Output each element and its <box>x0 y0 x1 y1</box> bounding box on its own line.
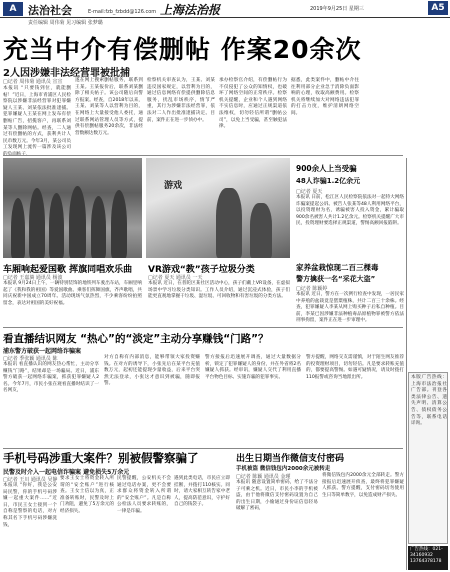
page-number: A5 <box>428 1 448 15</box>
vr-game-photo <box>146 158 290 258</box>
livestream-sub: 浦东警方破获一起网络诈骗案 <box>3 348 82 355</box>
section-logo: A <box>3 2 23 16</box>
livestream-col-4: 警方提醒，网络交友需谨慎，对于陌生网友推荐的投资理财项目，切勿轻信。凡是要求转账充值的，都要提高警惕。如遇可疑情况，请及时拨打110报警或咨询当地派出所。 <box>306 355 404 380</box>
lead-col-2: 遂在网上搜索删帖服务，联系到王某。王某报价后，联系刘某删除了相关帖子。该公司随后向警方报案。经查，自2018年以来，王某、刘某等人以营利为目的，在网络上大量接受他人委托，通过联系网站管理人员等方式，提供有偿删帖服务20余次，非法经营数额达数万元。 <box>75 78 143 136</box>
livestream-byline: □记者 季张颖 通讯员 陈 <box>3 356 58 362</box>
ad-footer: 广告热线：021-34160932 13764378178 <box>408 546 448 570</box>
paper-name: 上海法治报 <box>160 3 221 17</box>
livestream-headline: 看直播结识网友 “热心”的“淡定”主动分享赚钱“门路”？ <box>3 333 269 345</box>
lead-headline: 充当中介有偿删帖 作案20余次 <box>3 35 362 64</box>
wechat-password-col-1: 本报讯 随意设置简单密码，给了不法分子可乘之机。近日，市民小李的手机被盗，由于他将微信支付密码设置为自己的出生日期，小偷通过身份证信息轻易破解了密码， <box>236 480 318 512</box>
lead-col-5: 据悉，此类案件中，删帖中介往往利用部分企业急于消除负面影响的心理，收取高额费用。检察机关将继续加大对网络违法犯罪的打击力度，维护清朗网络空间。 <box>291 78 359 116</box>
fake-police-col-1: 本报讯 “你好，我是公安局民警，你的手机号码涉嫌一起重大案件……”近日，市民王女士接到一个自称是警察的电话，对方称其名下手机号码涉嫌洗钱， <box>3 483 57 528</box>
vr-byline: □记者 夏天 通讯员 一天 <box>148 275 203 281</box>
masthead <box>0 0 450 18</box>
fraud-title: 900余人上当受骗 <box>296 164 357 173</box>
editor-line: 责任编辑 周伟菊 见习编辑 张梦璐 <box>28 20 103 26</box>
livestream-col-3: 警方接报后迅速展开调查，通过大量数据分析，锁定了犯罪嫌疑人的身份，并在外省将2名嫌疑人抓获。经审讯，嫌疑人交代了利用直播平台物色目标、实施诈骗的犯罪事实。 <box>205 355 301 380</box>
vr-sign-text: 游戏 <box>164 181 183 191</box>
wechat-password-sub: 手机被盗 微信钱包内2000余元被转走 <box>236 466 331 472</box>
wechat-password-headline: 出生日期当作微信支付密码 <box>236 454 345 464</box>
fraud-byline: □记者 夏天 <box>296 189 323 195</box>
subway-byline: □记者 王嘉旖 通讯员 杨波 <box>3 275 63 281</box>
paper-url: E-mail:fzb_fzbdd@126.com <box>88 9 157 15</box>
ad-text: 本版广告热线：上海市法治报社广告部。刊登各类法律公告、遗失声明、清算公告、债权债务公告等，联系电话详询。 <box>411 375 447 427</box>
lead-col-3: 检察机关审查认为，王某、刘某违反国家规定，以营利为目的，通过信息网络有偿提供删除信息服务，扰乱市场秩序，情节严重，其行为涉嫌非法经营罪，依法对二人作出批准逮捕决定。目前，案件正在进一步侦办中。 <box>147 78 215 123</box>
plant-sub: 警方擒获一名“采花大盗” <box>296 275 376 283</box>
wechat-password-byline: □记者 陈颖 通讯员 金瑾 <box>236 474 291 480</box>
plant-title: 家养盆栽惊现二百三棵毒 <box>296 263 379 272</box>
subway-text: 本报讯 9月24日上午，一辆特别装饰的地铁列车驶出车站，车厢里响起了《我和我的祖国》等爱国歌曲。乘客们挥舞国旗，齐声歌唱，共同庆祝新中国成立70周年。活动现场气氛热烈，不少乘客纷纷拍照留念，表达对祖国的美好祝福。 <box>3 281 142 306</box>
subway-caption: 车厢响起爱国歌 挥旗同唱欢乐曲 <box>3 265 133 275</box>
vr-caption: VR游戏“教”孩子垃圾分类 <box>148 265 255 275</box>
section-rule-3 <box>3 448 403 449</box>
vr-text: 本报讯 近日，在普陀区某社区活动中心，孩子们戴上VR设备，在虚拟场景中学习垃圾分类知识。工作人员介绍，通过沉浸式体验，孩子们能更直观地掌握干垃圾、湿垃圾、可回收物和有害垃圾的分类方法。 <box>148 281 290 300</box>
livestream-col-2: 对方自称有内部消息，能够带领大家投资赚钱。在对方的诱导下，小张先后在某平台充值数万元，起初还能提现少量收益，后来平台突然无法登录，小张这才意识到被骗，随即报警。 <box>104 355 200 387</box>
livestream-col-1: 本报讯 看直播认识的网友热心帮忙，主动分享赚钱“门路”，结果却是一场骗局。近日，浦东警方破获一起网络诈骗案，抓获犯罪嫌疑人2名。今年7月，市民小张在观看直播时结识了一名网友， <box>3 362 99 394</box>
section-rule-2 <box>3 327 403 328</box>
section-name: 法治社会 <box>28 4 72 17</box>
fake-police-col-3: 民警提醒，公安机关不会通过电话办案，更不会要求群众将资金转入所谓的“安全账户”。凡是自称公检法人员要求转账的，一律是诈骗。 <box>117 476 171 514</box>
fake-police-byline: □记者 王川 通讯员 吴静 <box>3 477 58 483</box>
fraud-sub: 48人诈骗1.2亿余元 <box>296 177 361 185</box>
fake-police-col-2: 要求王女士将资金转入所谓的“安全账户”进行核查。王女士信以为真，正准备转账时，民警及时上门劝阻，避免了5万余元的经济损失。 <box>60 476 114 514</box>
fake-police-sub: 民警及时介入一起电信诈骗案 避免损失5万余元 <box>3 469 130 476</box>
subway-crowd-photo <box>3 158 142 258</box>
fraud-text: 本报讯 日前，松江区人民检察院依法对一起特大网络诈骗案提起公诉。被告人张某等48人利用网络平台，以投资理财为名，诱骗被害人投入资金，累计骗取900余名被害人共计1.2亿余元。检察机关提醒广大市民，投资理财要选择正规渠道，警惕高额回报陷阱。 <box>296 195 404 227</box>
plant-byline: □记者 陈颖婷 <box>296 286 328 292</box>
ad-box <box>408 372 448 544</box>
lead-col-4: 承办检察官介绍，有偿删帖行为不仅侵犯了公众的知情权，也破坏了网络空间的正常秩序。检察机关提醒，企业和个人遇到网络不实信息时，应通过正规渠道依法维权，切勿轻信所谓“删帖公司”，以免上当受骗，甚至触犯法律。 <box>219 78 287 130</box>
plant-text: 本报讯 近日，警方在一次例行检查中发现，一居民家中养殖的盆栽竟是罂粟植株，共计二百三十余株。经查，犯罪嫌疑人李某从网上购买种子后私自种植。目前，李某已因涉嫌非法种植毒品原植物罪被警方依法刑事拘留，案件正在进一步审理中。 <box>296 292 404 324</box>
fake-police-headline: 手机号码涉重大案件？别被假警察骗了 <box>3 451 199 465</box>
lead-col-1: 本报讯 “只要钱到位，就能删帖！”近日，上海市青浦区人民检察院以涉嫌非法经营罪对犯罪嫌疑人王某、刘某依法批准逮捕。犯罪嫌疑人王某在网上发布有偿删帖广告，招揽客户，再联系刘某等人删除网帖。经查，二人通过有偿删帖的方式，获利共计人民币数万元。今年3月，某公司员工发现网上流传一篇涉及该公司 <box>3 86 71 151</box>
section-rule <box>3 155 403 156</box>
wechat-password-col-2: 将微信钱包内2000余元全部转走。警方接报后迅速展开侦查，最终将犯罪嫌疑人抓获。警方提醒，支付密码切勿使用生日等简单数字，以免造成财产损失。 <box>322 473 404 498</box>
lead-subhead: 2人因涉嫌非法经营罪被批捕 <box>3 68 130 79</box>
ad-divider <box>406 158 407 570</box>
fake-police-col-4: 遇到此类电话，市民应立即挂断，并拨打110核实。同时，请大家相互转告家中老人，提高防范意识，守护好自己的钱袋子。 <box>174 476 230 508</box>
lead-byline: □记者 周伟菊 通讯员 宣宣 <box>3 79 63 85</box>
issue-date: 2019年9月25日 星期三 <box>310 6 364 12</box>
